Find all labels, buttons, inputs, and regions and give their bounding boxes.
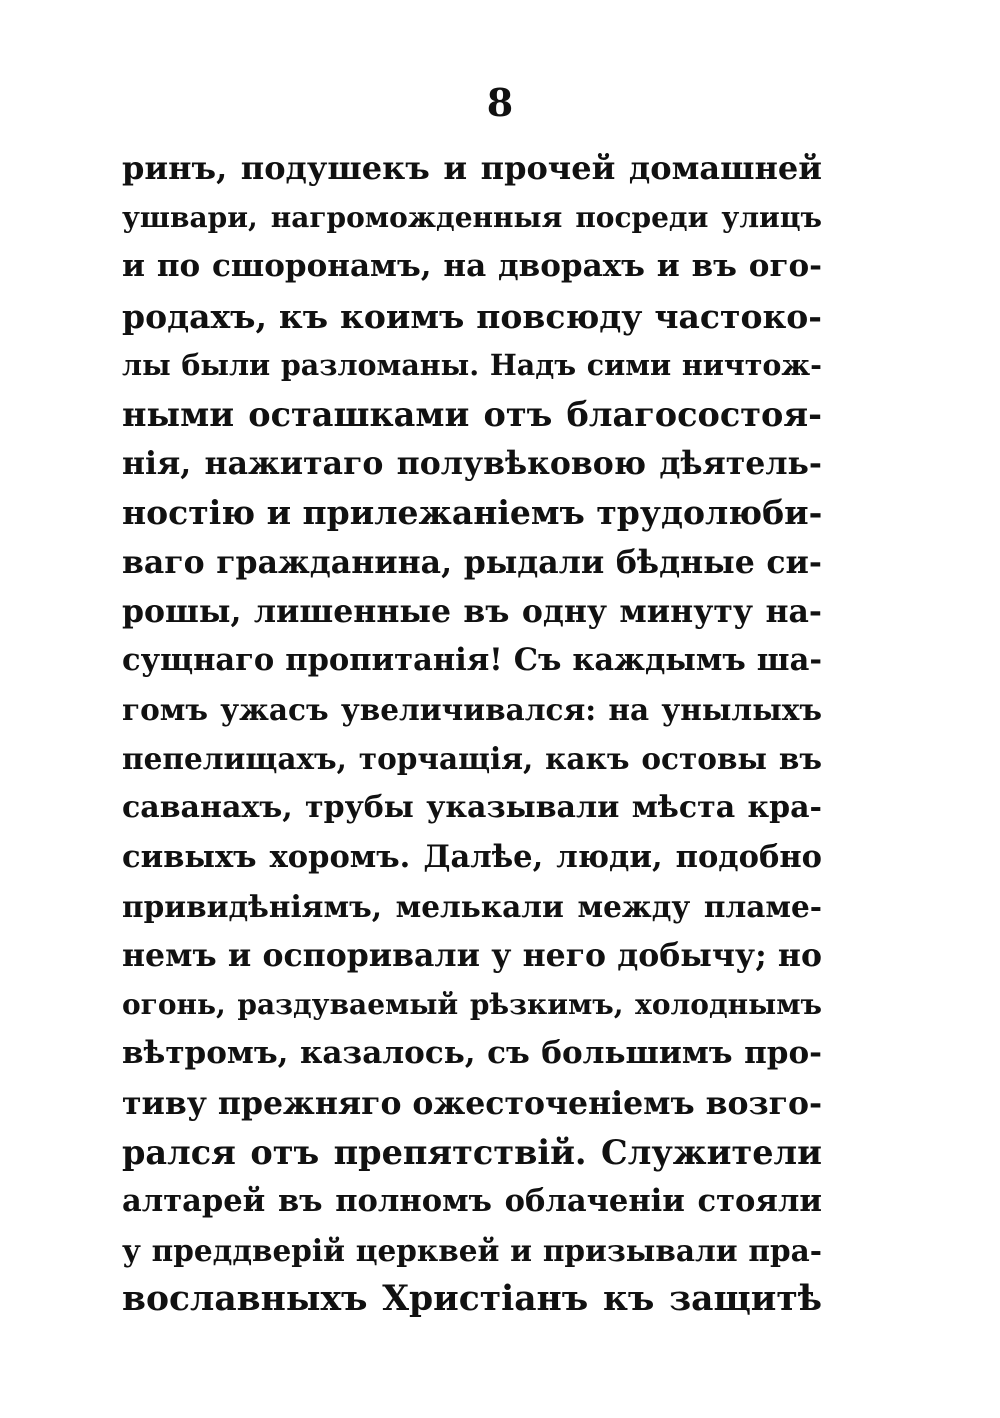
- text-line: рался отъ препятствій. Служители: [122, 1132, 822, 1172]
- text-line: у преддверій церквей и призывали пра-: [122, 1233, 822, 1269]
- text-line: вѣтромъ, казалось, съ большимъ про-: [122, 1035, 822, 1072]
- text-line: нія, нажитаго полувѣковою дѣятель-: [122, 445, 822, 483]
- text-line: гомъ ужасъ увеличивался: на унылыхъ: [122, 692, 822, 728]
- text-line: немъ и оспоривали у него добычу; но: [122, 937, 822, 974]
- page-text: [122, 144, 822, 1325]
- text-line: ностію и прилежаніемъ трудолюби-: [122, 493, 823, 533]
- text-line: алтарей въ полномъ облаченіи стояли: [122, 1182, 822, 1219]
- text-line: родахъ, къ коимъ повсюду частоко-: [122, 296, 822, 336]
- text-line: сивыхъ хоромъ. Далѣе, люди, подобно: [122, 838, 822, 875]
- text-line: лы были разломаны. Надъ сими ничтож-: [122, 347, 822, 382]
- text-line: рошы, лишенные въ одну минуту на-: [122, 592, 822, 630]
- text-line: вославныхъ Христіанъ къ защитѣ: [122, 1279, 822, 1320]
- text-line: ринъ, подушекъ и прочей домашней: [122, 149, 822, 187]
- text-line: ушвари, нагроможденныя посреди улицъ: [122, 201, 822, 235]
- text-line: тиву прежняго ожесточеніемъ возго-: [122, 1084, 823, 1122]
- text-line: пепелищахъ, торчащія, какъ остовы въ: [122, 741, 822, 777]
- text-line: привидѣніямъ, мелькали между пламе-: [122, 888, 822, 924]
- text-line: ными осташками отъ благосостоя-: [122, 394, 822, 434]
- text-line: ваго гражданина, рыдали бѣдные си-: [122, 543, 822, 581]
- text-line: и по сшоронамъ, на дворахъ и въ ого-: [122, 248, 822, 285]
- text-line: сущнаго пропитанія! Съ каждымъ ша-: [122, 641, 822, 678]
- page-number: 8: [486, 80, 514, 125]
- text-line: саванахъ, трубы указывали мѣста кра-: [122, 790, 822, 826]
- text-line: огонь, раздуваемый рѣзкимъ, холоднымъ: [122, 988, 822, 1022]
